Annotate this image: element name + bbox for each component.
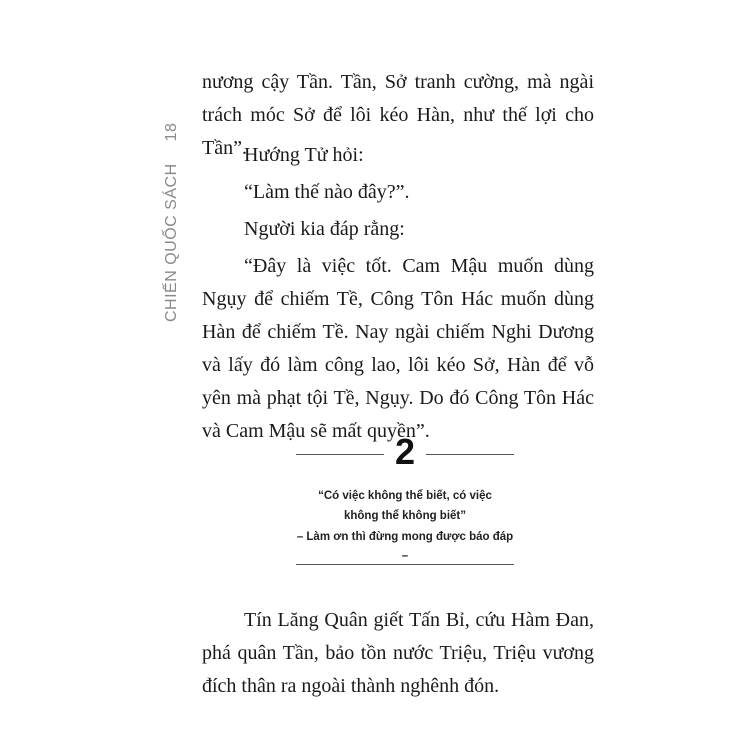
section-quote-line-1: “Có việc không thể biết, có việc bbox=[318, 490, 492, 502]
heading-rule-bottom bbox=[296, 564, 514, 565]
paragraph-1-text: nương cậy Tần. Tần, Sở tranh cường, mà ngài trách móc Sở để lôi kéo Hàn, như thế lợi cho Tần”. bbox=[202, 71, 594, 159]
section-quote-line-2: không thể không biết” bbox=[343, 510, 467, 522]
paragraph-3-text: “Làm thế nào đây?”. bbox=[244, 181, 410, 203]
running-head bbox=[155, 60, 185, 322]
page-number: 18 bbox=[163, 122, 180, 142]
paragraph-2 bbox=[202, 139, 594, 172]
closing-paragraph bbox=[202, 604, 594, 703]
paragraph-4 bbox=[202, 213, 594, 246]
book-title: CHIẾN QUỐC SÁCH bbox=[163, 163, 180, 322]
paragraph-5-text: “Đây là việc tốt. Cam Mậu muốn dùng Ngụy để chiếm Tề, Công Tôn Hác muốn dùng Hàn để chiếm Tề. Nay ngài chiếm Nghi Dương và lấy đó làm công lao, lôi kéo Sở, Hàn để vỗ yên mà phạt tội Tề, Ngụy. Do đó Công Tôn Hác và Cam Mậu sẽ mất quyền”. bbox=[202, 255, 594, 442]
paragraph-4-text: Người kia đáp rằng: bbox=[244, 218, 405, 240]
section-number: 2 bbox=[394, 431, 416, 472]
closing-paragraph-text: Tín Lăng Quân giết Tấn Bỉ, cứu Hàm Đan, phá quân Tần, bảo tồn nước Triệu, Triệu vương đích thân ra ngoài thành nghênh đón. bbox=[202, 609, 594, 697]
paragraph-3 bbox=[202, 176, 594, 209]
section-heading bbox=[296, 432, 514, 572]
running-head-text bbox=[163, 123, 181, 322]
paragraph-5 bbox=[202, 250, 594, 448]
paragraph-2-text: Hướng Tử hỏi: bbox=[244, 144, 364, 166]
section-subtitle: – Làm ơn thì đừng mong được báo đáp – bbox=[296, 531, 514, 562]
